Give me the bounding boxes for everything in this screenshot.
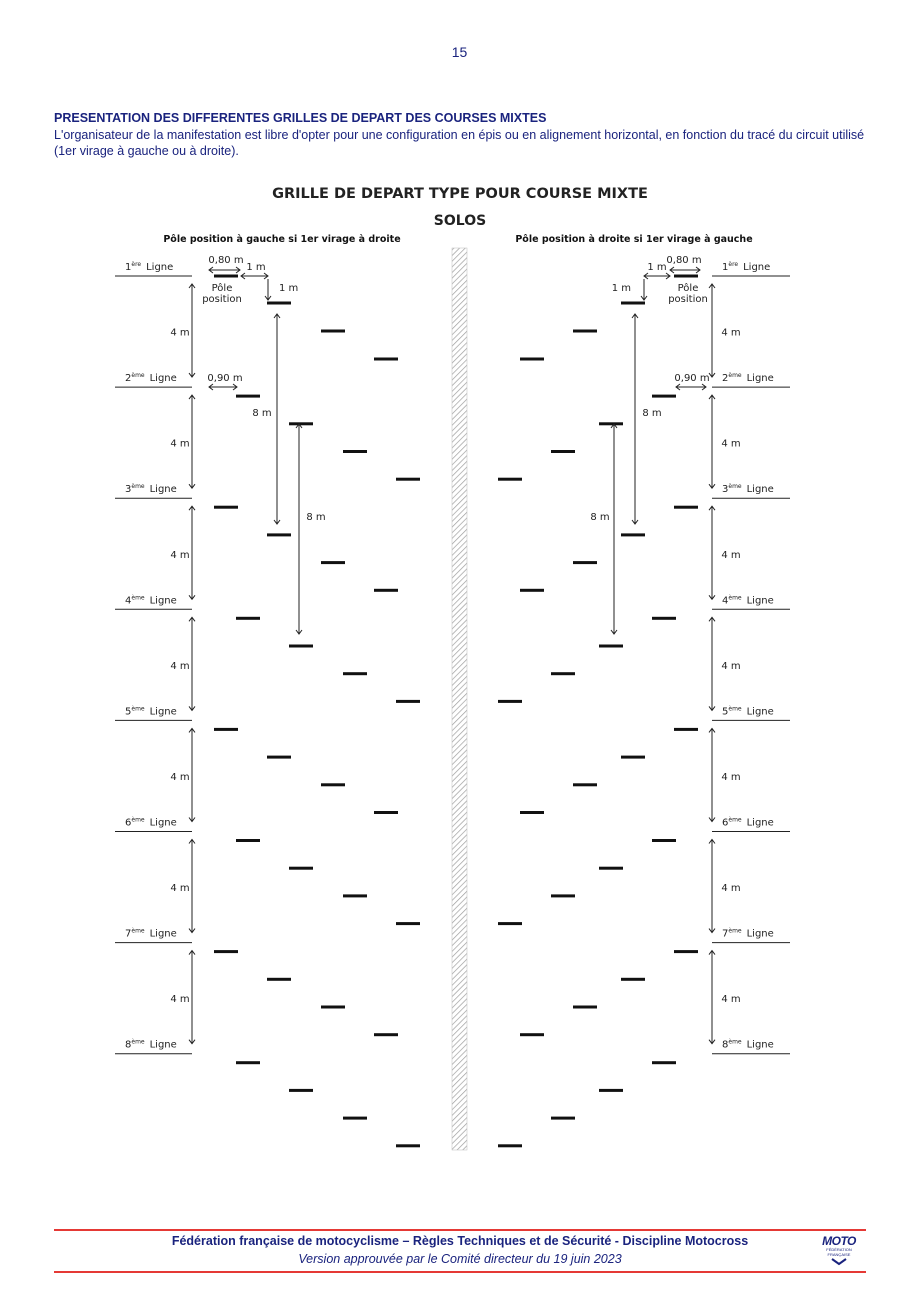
separator-wall bbox=[452, 248, 467, 1150]
grid-position bbox=[599, 645, 623, 648]
grid-position bbox=[267, 302, 291, 305]
grid-position bbox=[599, 422, 623, 425]
grid-position bbox=[214, 728, 238, 731]
grid-position bbox=[551, 672, 575, 675]
pole-label-right-2: position bbox=[668, 294, 708, 305]
grid-position bbox=[520, 811, 544, 814]
logo-subtext bbox=[817, 1247, 861, 1257]
diagram-title: GRILLE DE DEPART TYPE POUR COURSE MIXTE bbox=[272, 186, 648, 202]
grid-position bbox=[396, 478, 420, 481]
line-label-left: 3ème Ligne bbox=[125, 483, 177, 496]
gap-label-right: 4 m bbox=[721, 771, 741, 783]
grid-position bbox=[621, 756, 645, 759]
line-label-right: 7ème Ligne bbox=[722, 927, 774, 940]
grid-position bbox=[621, 533, 645, 536]
label-080-right: 0,80 m bbox=[666, 255, 702, 266]
grid-position bbox=[551, 450, 575, 453]
grid-position bbox=[674, 728, 698, 731]
grid-position bbox=[321, 561, 345, 564]
grid-position bbox=[551, 1117, 575, 1120]
grid-position bbox=[498, 1144, 522, 1147]
line-label-left: 7ème Ligne bbox=[125, 927, 177, 940]
grid-position bbox=[520, 589, 544, 592]
label-1m-v-right: 1 m bbox=[611, 283, 631, 294]
gap-label-left: 4 m bbox=[170, 660, 190, 672]
grid-position bbox=[652, 395, 676, 398]
line-label-left: 1ère Ligne bbox=[125, 261, 174, 273]
grid-position bbox=[289, 422, 313, 425]
grid-position bbox=[321, 783, 345, 786]
grid-position bbox=[236, 395, 260, 398]
gap-label-right: 4 m bbox=[721, 994, 741, 1006]
line-label-left: 2ème Ligne bbox=[125, 372, 177, 385]
grid-position bbox=[551, 894, 575, 897]
gap-label-left: 4 m bbox=[170, 883, 190, 895]
line-label-left: 4ème Ligne bbox=[125, 594, 177, 607]
line-label-right: 8ème Ligne bbox=[722, 1038, 774, 1051]
label-090-left: 0,90 m bbox=[207, 373, 243, 384]
line-label-right: 6ème Ligne bbox=[722, 816, 774, 829]
grid-position bbox=[652, 1061, 676, 1064]
logo-sub-line-1: FÉDÉRATION bbox=[826, 1247, 852, 1252]
pole-label-left-1: Pôle bbox=[211, 283, 233, 294]
grid-position bbox=[573, 1006, 597, 1009]
section-title: PRESENTATION DES DIFFERENTES GRILLES DE DEPART DES COURSES MIXTES bbox=[54, 111, 547, 125]
grid-position bbox=[396, 1144, 420, 1147]
grid-position bbox=[498, 922, 522, 925]
gap-label-left: 4 m bbox=[170, 771, 190, 783]
grid-position bbox=[520, 1033, 544, 1036]
grid-position bbox=[652, 617, 676, 620]
grid-position bbox=[236, 1061, 260, 1064]
grid-position bbox=[674, 950, 698, 953]
grid-position bbox=[374, 1033, 398, 1036]
footer-top-rule bbox=[54, 1229, 866, 1231]
label-1m-h-right: 1 m bbox=[647, 262, 667, 273]
grid-position bbox=[236, 617, 260, 620]
gap-label-left: 4 m bbox=[170, 549, 190, 561]
grid-position bbox=[343, 1117, 367, 1120]
gap-label-right: 4 m bbox=[721, 883, 741, 895]
logo-text: MOTO bbox=[822, 1234, 856, 1248]
grid-position bbox=[573, 330, 597, 333]
gap-label-left: 4 m bbox=[170, 438, 190, 450]
grid-position bbox=[267, 756, 291, 759]
grid-position bbox=[267, 978, 291, 981]
label-8m-right-a: 8 m bbox=[642, 408, 662, 419]
ffm-logo bbox=[817, 1234, 861, 1268]
page-number: 15 bbox=[451, 44, 468, 60]
gap-label-right: 4 m bbox=[721, 549, 741, 561]
line-labels-right bbox=[712, 261, 790, 1054]
grid-position bbox=[374, 589, 398, 592]
section-intro: L'organisateur de la manifestation est libre d'opter pour une configuration en épis ou en alignement horizontal, en fonction du tracé du circuit utilisé (1er virage à gauche ou à droite). bbox=[54, 128, 865, 158]
line-label-right: 5ème Ligne bbox=[722, 705, 774, 718]
grid-position bbox=[267, 533, 291, 536]
line-label-left: 5ème Ligne bbox=[125, 705, 177, 718]
diagram-subtitle: SOLOS bbox=[433, 213, 487, 229]
label-8m-left-a: 8 m bbox=[252, 408, 272, 419]
grid-position bbox=[674, 275, 698, 278]
label-1m-h-left: 1 m bbox=[246, 262, 266, 273]
grid-position bbox=[236, 839, 260, 842]
line-label-right: 1ère Ligne bbox=[722, 261, 771, 273]
label-1m-v-left: 1 m bbox=[279, 283, 299, 294]
grid-position bbox=[214, 950, 238, 953]
grid-position bbox=[343, 894, 367, 897]
label-080-left: 0,80 m bbox=[208, 255, 244, 266]
logo-chevron-icon bbox=[831, 1258, 847, 1266]
line-label-left: 8ème Ligne bbox=[125, 1038, 177, 1051]
pole-label-left-2: position bbox=[202, 294, 242, 305]
logo-sub-line-2: FRANÇAISE bbox=[827, 1252, 851, 1257]
grid-position bbox=[374, 811, 398, 814]
right-heading: Pôle position à droite si 1er virage à gauche bbox=[515, 234, 753, 245]
grid-position bbox=[374, 358, 398, 361]
grid-position bbox=[289, 645, 313, 648]
grid-position bbox=[289, 1089, 313, 1092]
grid-position bbox=[321, 330, 345, 333]
starting-grid-diagram bbox=[0, 170, 919, 1160]
grid-position bbox=[321, 1006, 345, 1009]
label-8m-left-b: 8 m bbox=[306, 512, 326, 523]
footer-sub-text: Version approuvée par le Comité directeur du 19 juin 2023 bbox=[298, 1252, 622, 1266]
gap-label-right: 4 m bbox=[721, 327, 741, 339]
grid-position bbox=[652, 839, 676, 842]
grid-position bbox=[214, 275, 238, 278]
grid-position bbox=[396, 922, 420, 925]
grid-position bbox=[214, 506, 238, 509]
grid-position bbox=[343, 672, 367, 675]
grid-position bbox=[520, 358, 544, 361]
footer-bottom-rule bbox=[54, 1271, 866, 1273]
line-labels-left bbox=[115, 261, 192, 1054]
gap-label-left: 4 m bbox=[170, 994, 190, 1006]
grid-position bbox=[289, 867, 313, 870]
grid-position bbox=[498, 700, 522, 703]
label-090-right: 0,90 m bbox=[674, 373, 710, 384]
pole-label-right-1: Pôle bbox=[677, 283, 699, 294]
grid-position bbox=[498, 478, 522, 481]
left-heading: Pôle position à gauche si 1er virage à droite bbox=[163, 234, 401, 245]
grid-position bbox=[343, 450, 367, 453]
grid-position bbox=[573, 561, 597, 564]
grid-position bbox=[599, 1089, 623, 1092]
gap-label-left: 4 m bbox=[170, 327, 190, 339]
footer-main-text: Fédération française de motocyclisme – Règles Techniques et de Sécurité - Discipline Motocross bbox=[171, 1234, 749, 1248]
line-label-left: 6ème Ligne bbox=[125, 816, 177, 829]
grid-position bbox=[573, 783, 597, 786]
grid-position bbox=[396, 700, 420, 703]
line-label-right: 2ème Ligne bbox=[722, 372, 774, 385]
label-8m-right-b: 8 m bbox=[590, 512, 610, 523]
grid-position bbox=[621, 978, 645, 981]
line-label-right: 3ème Ligne bbox=[722, 483, 774, 496]
line-label-right: 4ème Ligne bbox=[722, 594, 774, 607]
grid-position bbox=[599, 867, 623, 870]
grid-position bbox=[674, 506, 698, 509]
grid-position bbox=[621, 302, 645, 305]
gap-label-right: 4 m bbox=[721, 438, 741, 450]
gap-label-right: 4 m bbox=[721, 660, 741, 672]
